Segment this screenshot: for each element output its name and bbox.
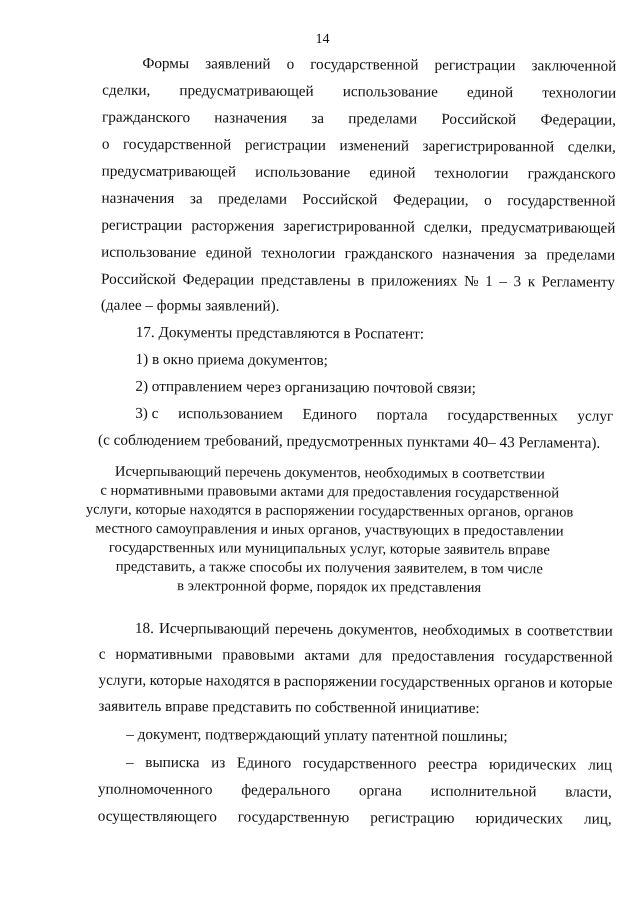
forms-line-8: использование единой технологии гражданского назначения за пределами (101, 243, 616, 264)
item-17-option-1: 1) в окно приема документов; (135, 350, 328, 370)
heading-line-7: в электронной форме, порядок их представления (177, 578, 482, 596)
forms-line-4: о государственной регистрации изменений зарегистрированной сделки, (101, 135, 616, 156)
heading-line-1: Исчерпывающий перечень документов, необходимых в соответствии (114, 463, 545, 483)
page-number: 14 (315, 31, 330, 48)
item-18-line-4: заявитель вправе представить по собственной инициативе: (98, 697, 480, 717)
item-17-option-3: 3) с использованием Единого портала государственных услуг (135, 404, 614, 425)
item-18-line-3: услуги, которые находятся в распоряжении государственных органов и которые (98, 671, 613, 692)
forms-line-2: сделки, предусматривающей использование единой технологии (102, 81, 617, 102)
forms-line-6: назначения за пределами Российской Федерации, о государственной (101, 189, 616, 210)
item-17-option-3-cont: (с соблюдением требований, предусмотренных пунктами 40– 43 Регламента). (98, 431, 601, 452)
forms-line-10: (далее – формы заявлений). (100, 296, 280, 315)
item-18-bullet-2-line-2: уполномоченного федерального органа исполнительной власти, (97, 780, 612, 801)
item-18-line-2: с нормативными правовыми актами для предоставления государственной (98, 645, 613, 666)
item-18-bullet-1: – документ, подтверждающий уплату патентной пошлины; (126, 725, 508, 746)
heading-line-2: с нормативными правовыми актами для предоставления государственной (100, 482, 560, 502)
forms-line-3: гражданского назначения за пределами Российской Федерации, (101, 108, 617, 129)
forms-line-9: Российской Федерации представлены в приложениях № 1 – 3 к Регламенту (100, 270, 616, 291)
item-17-option-2: 2) отправлением через организацию почтовой связи; (135, 377, 476, 397)
heading-line-3: услуги, которые находятся в распоряжении государственных органов, органов (85, 501, 574, 521)
item-18-bullet-2-line-3: осуществляющего государственную регистрацию юридических лиц, (97, 807, 612, 828)
item-17-intro: 17. Документы представляются в Роспатент: (135, 323, 425, 343)
item-18-bullet-2-line-1: – выписка из Единого государственного реестра юридических лиц (126, 753, 613, 774)
heading-line-5: государственных или муниципальных услуг, которые заявитель вправе (108, 539, 550, 559)
heading-line-4: местного самоуправления и иных органов, участвующих в предоставлении (95, 520, 564, 540)
forms-line-1: Формы заявлений о государственной регистрации заключенной (142, 54, 617, 75)
forms-line-7: регистрации расторжения зарегистрированной сделки, предусматривающей (101, 216, 616, 237)
heading-line-6: представить, а также способы их получения заявителем, в том числе (115, 558, 543, 578)
forms-line-5: предусматривающей использование единой технологии гражданского (101, 162, 616, 183)
item-18-line-1: 18. Исчерпывающий перечень документов, необходимых в соответствии (134, 619, 613, 640)
